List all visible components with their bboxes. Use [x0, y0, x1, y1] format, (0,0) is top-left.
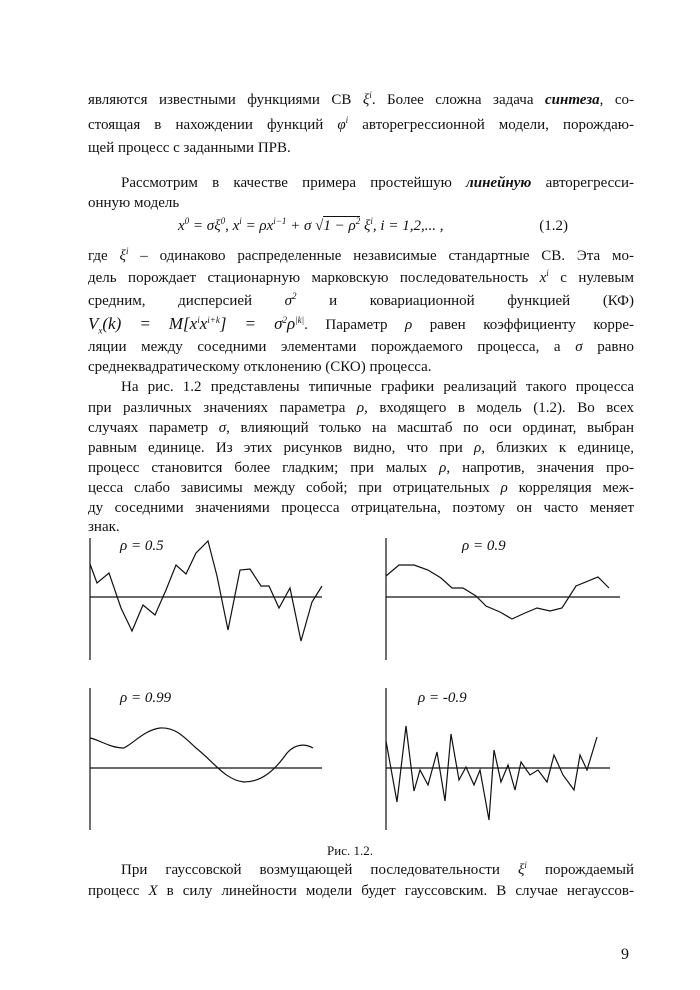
p3-line-7: ду соседними значениями процесса отрицательна, поэтому он часто меняет — [88, 500, 634, 516]
p1-line-1: являются известными функциями СВ $\xi^i$. Более сложна задача синтеза, со- — [88, 90, 634, 108]
equation-1-2: $x^0 = \sigma\xi^0$, $x^i = \rho x^{i-1} + \sigma$ $√1 - \rho^2$ $\xi^i$, i = 1,2,... , (1.2) — [178, 216, 568, 234]
p2-line-8: среднеквадратическому отклонению (СКО) процесса. — [88, 359, 432, 375]
p2-line-7: ляции между соседними элементами порождаемого процесса, а σ равно — [88, 339, 634, 355]
equation-number: (1.2) — [539, 218, 568, 234]
p3-line-3: случаях параметр σ, влияющий только на масштаб по оси ординат, выбран — [88, 420, 634, 436]
p3-line-5: процесс становится более гладким; при малых ρ, напротив, значения про- — [88, 460, 635, 476]
p3-line-4: равным единице. Из этих рисунков видно, что при ρ, близких к единице, — [88, 440, 634, 456]
panel-a-label: ρ = 0.5 — [120, 538, 164, 554]
p2-line-3: где $\xi^i$ – одинаково распределенные независимые стандартные СВ. Эта мо- — [88, 246, 634, 264]
p3-line-6: цесса слабо зависимы между собой; при отрицательных ρ корреляция меж- — [88, 480, 635, 496]
p2-line-6: $V_x(k) = M[x^ix^{i+k}] = \sigma^2\rho^{|k|}$. Параметр ρ равен коэффициенту корре- — [88, 314, 634, 336]
panel-d-label: ρ = -0.9 — [418, 690, 467, 706]
panel-b-label: ρ = 0.9 — [462, 538, 506, 554]
p4-line-2: процесс X в силу линейности модели будет гауссовским. В случае негауссов- — [88, 883, 634, 899]
p3-line-1: На рис. 1.2 представлены типичные графики реализаций такого процесса — [121, 379, 634, 395]
panel-b-series — [386, 565, 609, 619]
panel-c-series — [90, 728, 313, 782]
p4-line-1: При гауссовской возмущающей последовательности $\xi^i$ порождаемый — [121, 860, 635, 878]
page-number: 9 — [621, 946, 629, 963]
p2-line-4: дель порождает стационарную марковскую последовательность $x^i$ с нулевым — [88, 268, 635, 286]
p2-line-2: онную модель — [88, 195, 180, 211]
p2-line-5: средним, дисперсией $\sigma^2$ и ковариационной функцией (КФ) — [88, 291, 634, 309]
p2-line-1: Рассмотрим в качестве примера простейшую линейную авторегресси- — [121, 175, 634, 191]
panel-a-series — [90, 541, 322, 641]
figure-caption: Рис. 1.2. — [327, 843, 373, 858]
p1-line-3: щей процесс с заданными ПРВ. — [88, 140, 291, 156]
panel-c-label: ρ = 0.99 — [120, 690, 172, 706]
p1-line-2: стоящая в нахождении функций $\varphi^i$ авторегрессионной модели, порождаю- — [88, 115, 634, 133]
panel-d-series — [386, 726, 597, 820]
p3-line-8: знак. — [88, 519, 120, 535]
p3-line-2: при различных значениях параметра ρ, входящего в модель (1.2). Во всех — [88, 400, 634, 416]
